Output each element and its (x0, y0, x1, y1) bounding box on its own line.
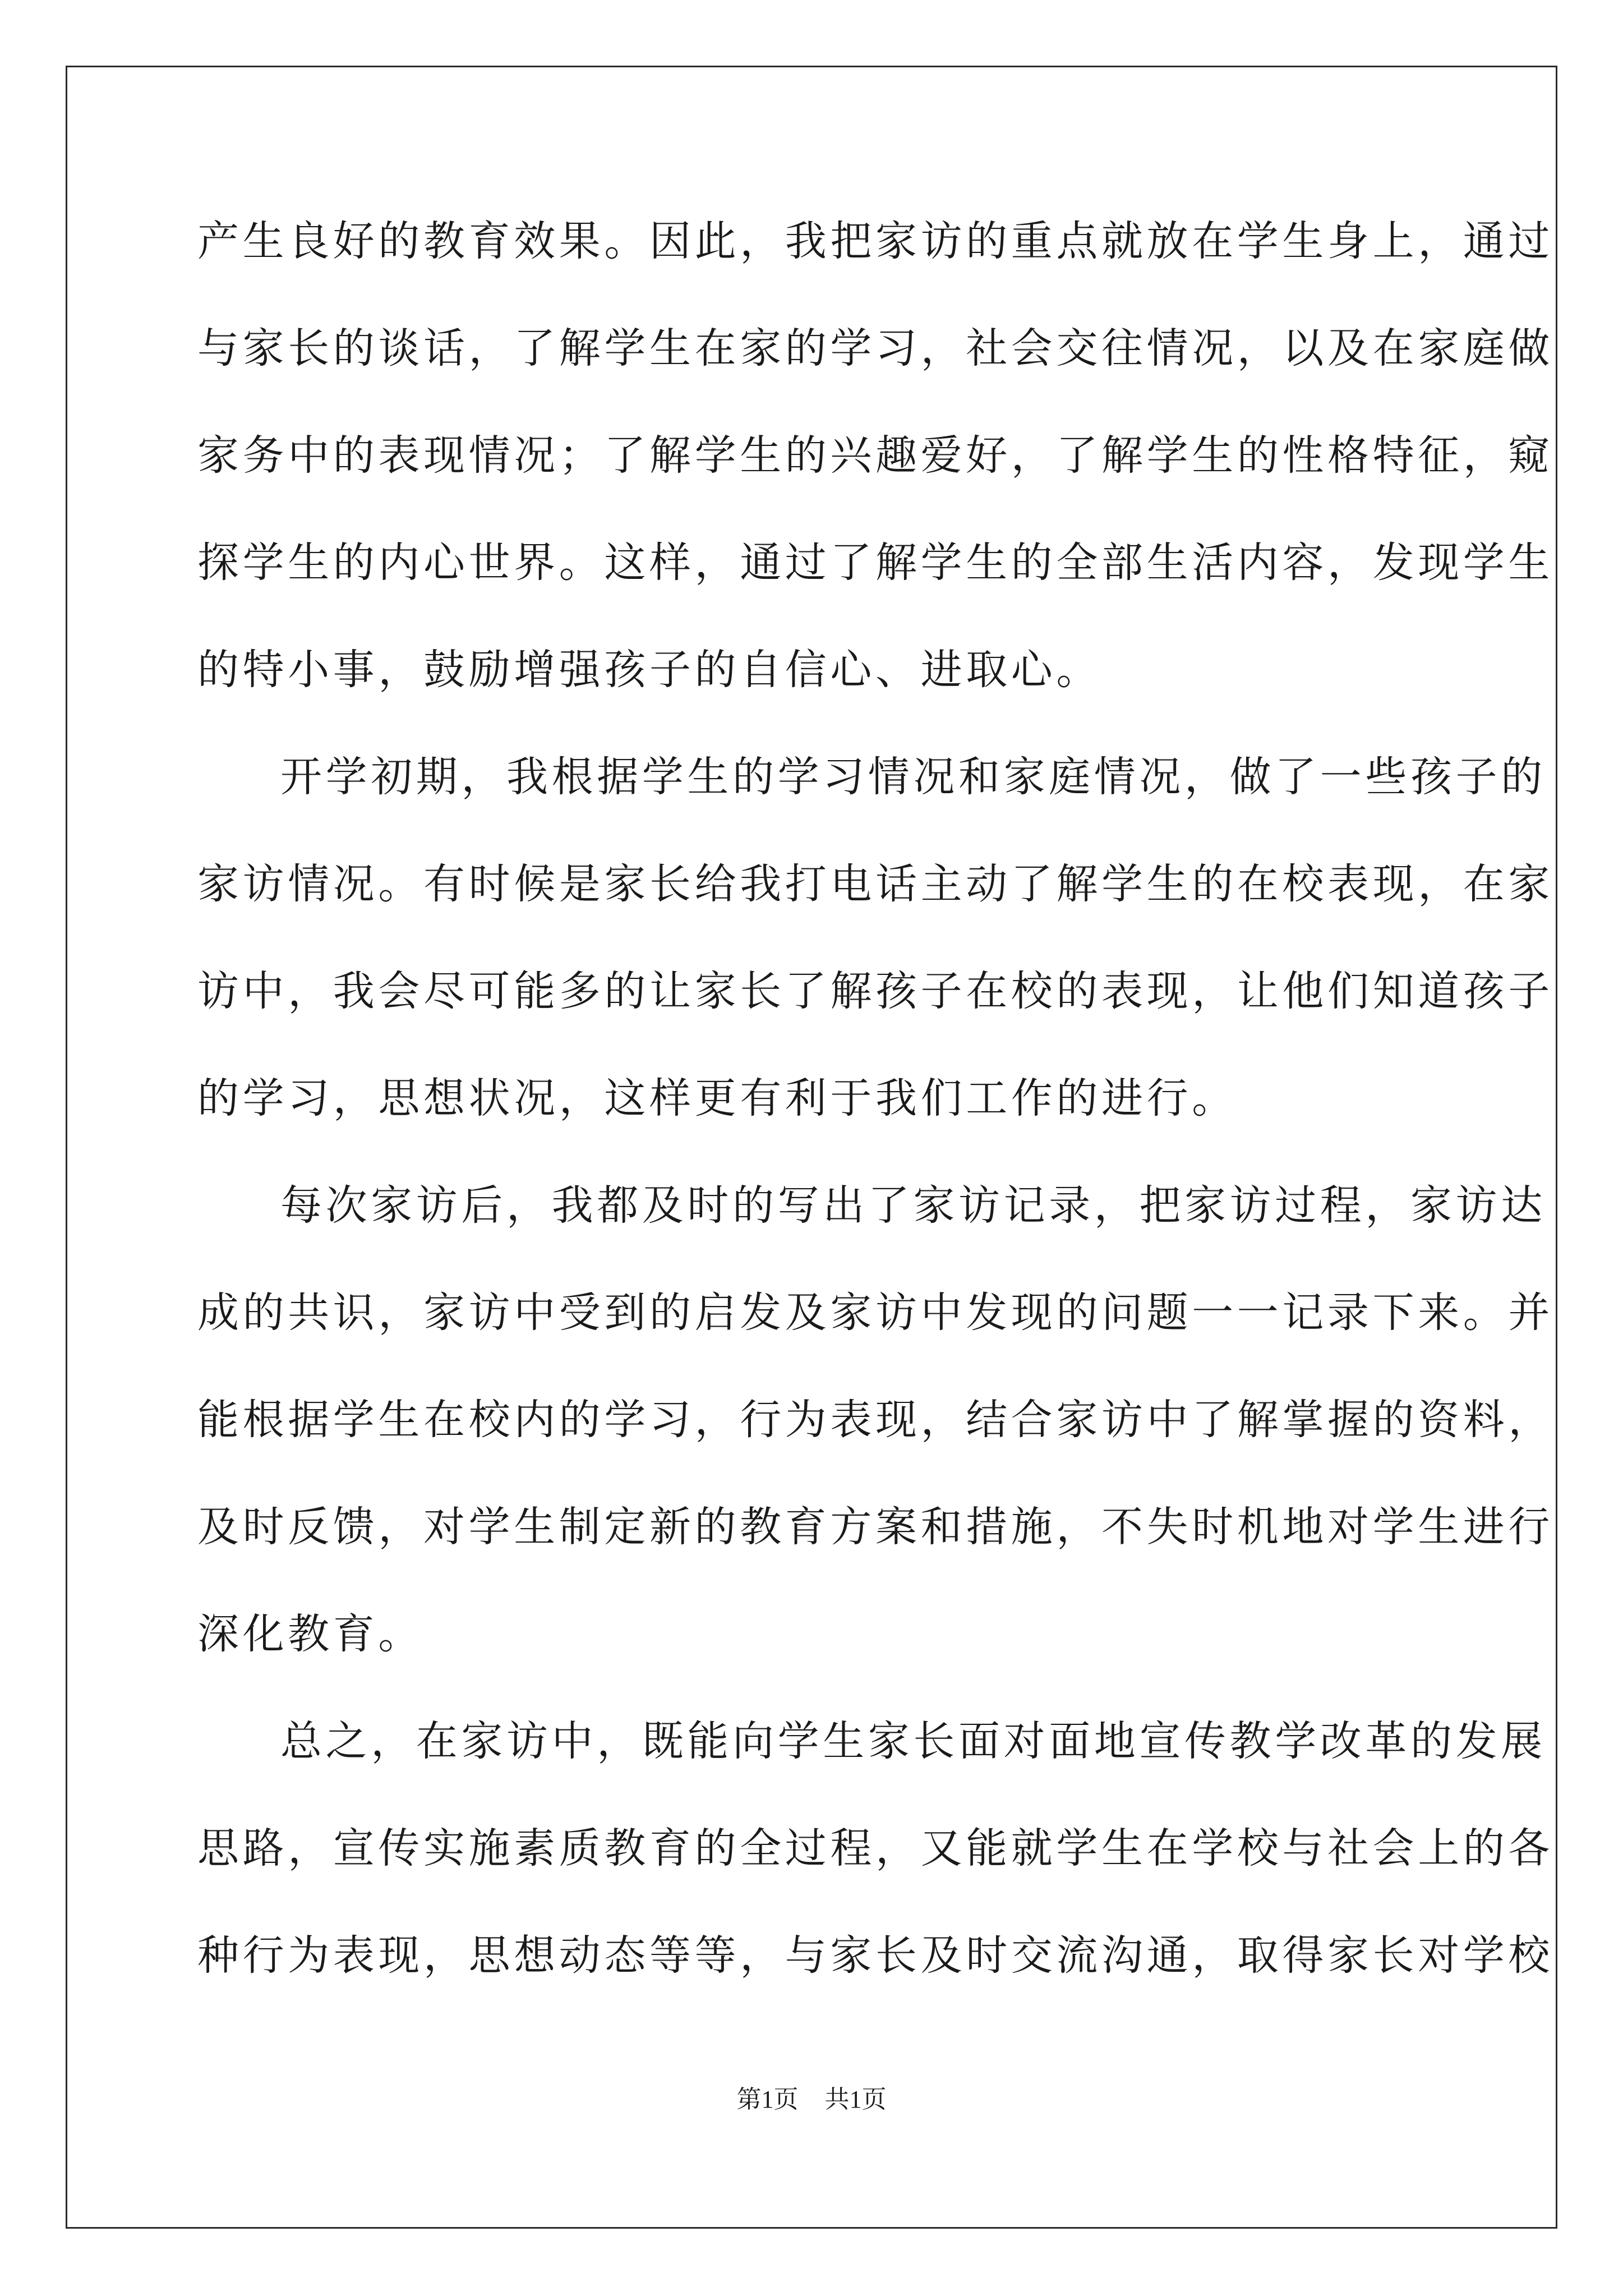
text-line: 产生良好的教育效果。因此，我把家访的重点就放在学生身上，通过 (197, 217, 1553, 265)
text-line: 的特小事，鼓励增强孩子的自信心、进取心。 (197, 646, 1101, 694)
page-number: 第1页 (736, 2086, 799, 2113)
text-line: 思路，宣传实施素质教育的全过程，又能就学生在学校与社会上的各 (197, 1824, 1553, 1872)
text-line: 家访情况。有时候是家长给我打电话主动了解学生的在校表现，在家 (197, 860, 1553, 908)
text-line: 开学初期，我根据学生的学习情况和家庭情况，做了一些孩子的 (280, 753, 1546, 801)
text-line: 种行为表现，思想动态等等，与家长及时交流沟通，取得家长对学校 (197, 1931, 1553, 1980)
page-total: 共1页 (824, 2086, 887, 2113)
text-line: 访中，我会尽可能多的让家长了解孩子在校的表现，让他们知道孩子 (197, 967, 1553, 1015)
text-line: 总之，在家访中，既能向学生家长面对面地宣传教学改革的发展 (280, 1717, 1546, 1765)
text-line: 及时反馈，对学生制定新的教育方案和措施，不失时机地对学生进行 (197, 1503, 1553, 1551)
text-line: 的学习，思想状况，这样更有利于我们工作的进行。 (197, 1074, 1237, 1122)
text-line: 家务中的表现情况；了解学生的兴趣爱好，了解学生的性格特征，窥 (197, 431, 1553, 480)
text-line: 深化教育。 (197, 1610, 423, 1658)
text-line: 成的共识，家访中受到的启发及家访中发现的问题一一记录下来。并 (197, 1289, 1553, 1337)
text-line: 探学生的内心世界。这样，通过了解学生的全部生活内容，发现学生 (197, 539, 1553, 587)
text-line: 每次家访后，我都及时的写出了家访记录，把家访过程，家访达 (280, 1181, 1546, 1230)
page-footer (0, 2079, 1623, 2115)
text-line: 能根据学生在校内的学习，行为表现，结合家访中了解掌握的资料， (197, 1396, 1553, 1444)
text-line: 与家长的谈话，了解学生在家的学习，社会交往情况，以及在家庭做 (197, 324, 1553, 372)
document-body (197, 213, 1553, 2035)
